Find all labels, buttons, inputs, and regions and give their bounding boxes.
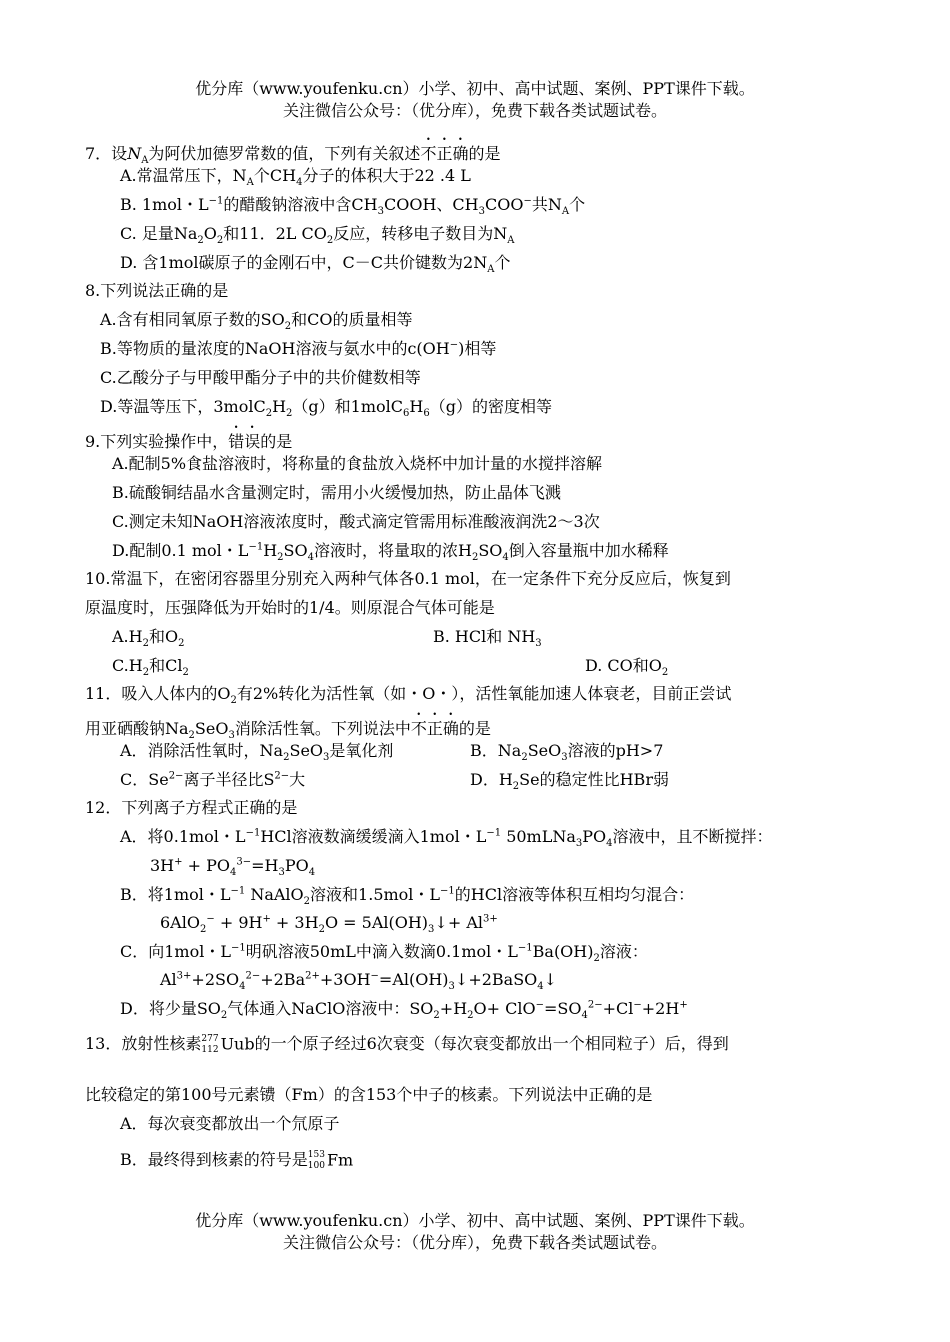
- emphasis-text: 不正确: [410, 719, 459, 738]
- q10-option-a: $A.H_2$和$O_2$: [112, 627, 185, 650]
- q8-option-d: D.等温等压下，$3molC_2H_2(g)$和$1molC_6H_6(g)$的密度相等: [100, 397, 552, 420]
- q12-option-c-line-1: C．向1mol・$L^{-1}$明矾溶液50mL中滴入数滴0.1mol・$L^{-1}Ba(OH)_2$溶液：: [120, 942, 648, 965]
- header-line-1: 优分库（www.youfenku.cn）小学、初中、高中试题、案例、PPT课件下载。: [195, 79, 755, 98]
- q7-option-b: B. 1mol・$L^{-1}$的醋酸钠溶液中含$CH_3COOH$、$CH_3COO^-$共$N_A$个: [120, 195, 586, 218]
- footer-line-1: 优分库（www.youfenku.cn）小学、初中、高中试题、案例、PPT课件下载。: [195, 1211, 755, 1230]
- q13-option-a: A．每次衰变都放出一个氘原子: [120, 1114, 340, 1133]
- q9-stem: 9.下列实验操作中，错误的是: [85, 432, 293, 451]
- q10-option-b: B. HCl和 $NH_3$: [433, 627, 542, 650]
- q12-option-b-line-2: $6AlO_2^- + 9H^+ + 3H_2O$ = $5Al(OH)_3↓+ Al^{3+}$: [160, 913, 498, 936]
- q11-stem-line-2: 用亚硒酸钠$Na_2SeO_3$消除活性氧。下列说法中不正确的是: [85, 719, 491, 742]
- q11-option-c: C．$Se^{2-}$离子半径比$S^{2-}$大: [120, 770, 306, 789]
- q10-option-c: $C.H_2$和$Cl_2$: [112, 656, 189, 679]
- nuclide-uub: 277 112 Uub: [201, 1033, 255, 1055]
- q7-option-d: D. 含1mol碳原子的金刚石中，C－C共价键数为$2N_A$个: [120, 253, 511, 276]
- q12-option-d: D．将少量$SO_2$气体通入NaClO溶液中：$SO_2+H_2O+ ClO^-=SO_4^{2-}+Cl^-+2H^+$: [120, 999, 688, 1022]
- q8-option-c: C.乙酸分子与甲酸甲酯分子中的共价健数相等: [100, 368, 421, 387]
- q12-option-c-line-2: $Al^{3+}+2SO_4^{2-}+2Ba^{2+}+3OH^-=Al(OH)_3↓+2BaSO_4↓$: [160, 970, 558, 993]
- q11-option-a: A．消除活性氧时，$Na_2SeO_3$是氧化剂: [120, 741, 394, 764]
- q13-stem-line-2: 比较稳定的第100号元素镄（Fm）的含153个中子的核素。下列说法中正确的是: [85, 1085, 653, 1104]
- q12-option-a-line-2: $3H^+ + PO_4^{3-}=H_3PO_4$: [150, 856, 316, 879]
- nuclide-fm: 153 100 Fm: [307, 1149, 354, 1171]
- q11-option-d: D．$H_2Se$的稳定性比HBr弱: [470, 770, 669, 793]
- q9-option-a: A.配制5%食盐溶液时，将称量的食盐放入烧杯中加计量的水搅拌溶解: [112, 454, 603, 473]
- q11-option-b: B．$Na_2SeO_3$溶液的pH>7: [470, 741, 664, 764]
- q12-option-a-line-1: A．将0.1mol・$L^{-1}HCl$溶液数滴缓缓滴入1mol・$L^{-1}$ $50mLNa_3PO_4$溶液中，且不断搅拌：: [120, 827, 773, 850]
- q13-stem-line-1: 13．放射性核素 277 112 Uub的一个原子经过6次衰变（每次衰变都放出一个相同粒子）后，得到: [85, 1030, 729, 1059]
- emphasis-text: 错误: [228, 432, 261, 451]
- q7-option-c: C. 足量$Na_2O_2$和11．2L $CO_2$反应，转移电子数目为$N_A$: [120, 224, 515, 247]
- header-line-2: 关注微信公众号：（优分库），免费下载各类试题试卷。: [282, 101, 667, 120]
- q8-option-b: B.等物质的量浓度的NaOH溶液与氨水中的c(OH−)相等: [100, 339, 497, 358]
- q10-option-d: D. CO和$O_2$: [585, 656, 669, 679]
- q10-stem-line-2: 原温度时，压强降低为开始时的1/4。则原混合气体可能是: [85, 598, 495, 617]
- q11-stem-line-1: 11．吸入人体内的$O_2$有2%转化为活性氧（如・O・），活性氧能加速人体衰老，目前正尝试: [85, 684, 732, 707]
- q12-option-b-line-1: B．将1mol・$L^{-1}$ NaAlO$_2$溶液和1.5mol・$L^{-1}$的HCl溶液等体积互相均匀混合：: [120, 885, 695, 908]
- q9-option-d: D.配制0.1 mol・$L^{-1}H_2SO_4$溶液时，将量取的浓$H_2SO_4$倒入容量瓶中加水稀释: [112, 541, 669, 564]
- q7-stem: 7．设$N_A$为阿伏加德罗常数的值，下列有关叙述不正确的是: [85, 144, 501, 167]
- q8-stem: 8.下列说法正确的是: [85, 281, 229, 300]
- q7-option-a: A.常温常压下，$N_A$个$CH_4$分子的体积大于22 .4 L: [120, 166, 471, 189]
- q9-option-c: C.测定未知NaOH溶液浓度时，酸式滴定管需用标准酸液润洗2～3次: [112, 512, 600, 531]
- q8-option-a: A.含有相同氧原子数的$SO_2$和CO的质量相等: [100, 310, 413, 333]
- q9-option-b: B.硫酸铜结晶水含量测定时，需用小火缓慢加热，防止晶体飞溅: [112, 483, 561, 502]
- q13-option-b: B．最终得到核素的符号是 153 100 Fm: [120, 1146, 353, 1175]
- emphasis-text: 不正确: [420, 144, 469, 163]
- q10-stem-line-1: 10.常温下，在密闭容器里分别充入两种气体各0.1 mol，在一定条件下充分反应后，恢复到: [85, 569, 731, 588]
- q12-stem: 12．下列离子方程式正确的是: [85, 798, 298, 817]
- footer-line-2: 关注微信公众号：（优分库），免费下载各类试题试卷。: [282, 1233, 667, 1252]
